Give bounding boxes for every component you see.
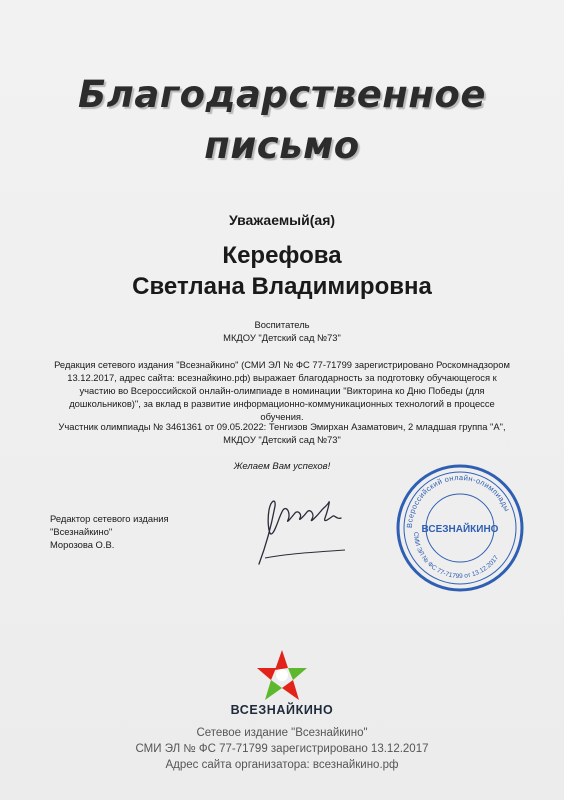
recipient-organization: МКДОУ "Детский сад №73" [223, 332, 341, 343]
footer-line2: СМИ ЭЛ № ФС 77-71799 зарегистрировано 13.12.2017 [135, 743, 429, 755]
recipient-position [0, 318, 564, 344]
editor-block [50, 512, 169, 551]
participant-line1: Участник олимпиады № 3461361 от 09.05.2022: Тенгизов Эмирхан Азаматович, 2 младшая группа "А", [58, 421, 506, 432]
footer-line3: Адрес сайта организатора: всезнайкино.рф [165, 759, 399, 771]
participant-line2: МКДОУ "Детский сад №73" [223, 434, 341, 445]
certificate-title-line1: Благодарственное [78, 73, 486, 116]
greeting: Уважаемый(ая) [228, 212, 336, 228]
wish-text: Желаем Вам успехов! [233, 461, 331, 472]
stamp-bottom-text: СМИ ЭЛ № ФС 77-71799 от 13.12.2017 [411, 531, 501, 581]
stamp-seal [392, 460, 528, 596]
footer-line1: Сетевое издание "Всезнайкино" [196, 727, 368, 739]
svg-text:СМИ ЭЛ № ФС 77-71799 от 13.12. [412, 532, 500, 580]
recipient-name: Светлана Владимировна [132, 273, 432, 300]
editor-line3: Морозова О.В. [50, 539, 115, 550]
editor-line2: "Всезнайкино" [50, 526, 113, 537]
signature [245, 488, 355, 568]
body-text: Редакция сетевого издания "Всезнайкино" (СМИ ЭЛ № ФС 77-71799 зарегистрировано Роскомнадзором 13.12.2017, адрес сайта: всезнайкино.рф) выражает благодарность за подготовку обучающегося к участию во Всероссийской онлайн-олимпиаде в номинации "Викторина ко Дню Победы (для дошкольников)", за вклад в развитие информационно-коммуникационных технологий в процессе обучения. [54, 359, 510, 422]
editor-line1: Редактор сетевого издания [50, 513, 169, 524]
star-logo-icon [255, 648, 309, 702]
stamp-outer-text: Всероссийский онлайн-олимпиады [404, 472, 512, 529]
brand-name: ВСЕЗНАЙКИНО [230, 703, 334, 717]
participant-info [52, 420, 512, 446]
recipient-role: Воспитатель [254, 319, 310, 330]
certificate-title-line2: письмо [204, 124, 360, 167]
recipient-surname: Керефова [222, 242, 342, 269]
stamp-center-text: ВСЕЗНАЙКИНО [421, 524, 499, 535]
